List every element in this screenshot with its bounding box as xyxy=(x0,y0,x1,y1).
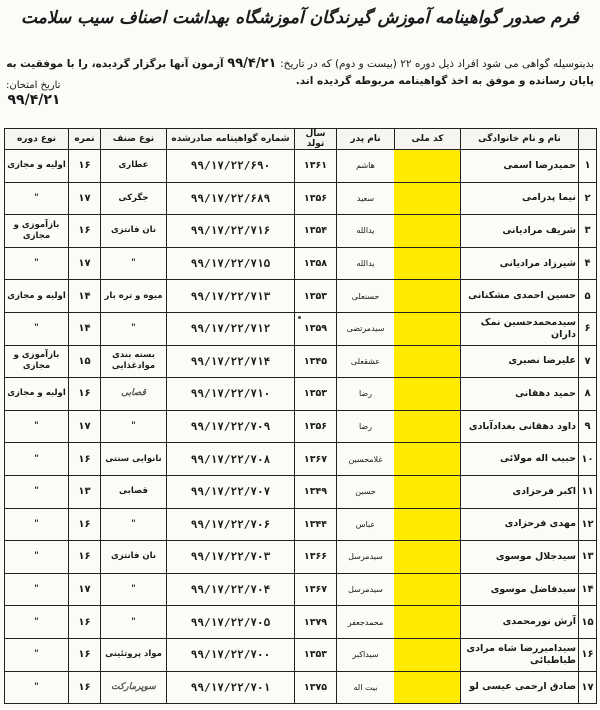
table-row xyxy=(5,638,597,671)
row-number-cell: ۷ xyxy=(579,345,597,378)
row-number-cell: ۱۰ xyxy=(579,443,597,476)
trade-type-cell: قصابی xyxy=(101,475,167,508)
full-name-cell: سیدامیررضا شاه مرادی طباطبائی xyxy=(461,638,579,671)
trade-type-cell: میوه و تره بار xyxy=(101,280,167,313)
certificate-table xyxy=(4,128,597,704)
course-type-cell: " xyxy=(5,541,69,574)
row-number-cell: ۱۱ xyxy=(579,475,597,508)
table-row xyxy=(5,280,597,313)
national-code-cell xyxy=(395,638,461,671)
certificate-number-cell: ۹۹/۱۷/۲۲/۷۱۳ xyxy=(167,280,295,313)
handwritten-trade: سوپرمارکت xyxy=(111,681,156,692)
grade-cell: ۱۶ xyxy=(69,378,101,411)
certificate-number-cell: ۹۹/۱۷/۲۲/۷۰۰ xyxy=(167,638,295,671)
table-row xyxy=(5,150,597,183)
grade-cell: ۱۴ xyxy=(69,280,101,313)
table-row xyxy=(5,410,597,443)
birth-year-cell: ۱۳۴۴ xyxy=(295,508,337,541)
grade-cell: ۱۶ xyxy=(69,215,101,248)
table-row xyxy=(5,573,597,606)
national-code-cell xyxy=(395,247,461,280)
course-type-cell: اولیه و مجازی xyxy=(5,280,69,313)
col-birth-year: سال تولد xyxy=(295,129,337,150)
row-number-cell: ۲ xyxy=(579,182,597,215)
father-name-cell: سیدمرسل xyxy=(337,541,395,574)
row-number-cell: ۵ xyxy=(579,280,597,313)
handwritten-trade: قصابی xyxy=(121,388,146,399)
ink-dot xyxy=(298,316,301,319)
col-row-number xyxy=(579,129,597,150)
row-number-cell: ۱۲ xyxy=(579,508,597,541)
row-number-cell: ۶ xyxy=(579,312,597,345)
full-name-cell: حمید دهقانی xyxy=(461,378,579,411)
certificate-number-cell: ۹۹/۱۷/۲۲/۶۸۹ xyxy=(167,182,295,215)
full-name-cell: اکبر فرحزادی xyxy=(461,475,579,508)
row-number-cell: ۱۶ xyxy=(579,638,597,671)
row-number-cell: ۳ xyxy=(579,215,597,248)
national-code-cell xyxy=(395,312,461,345)
course-type-cell: اولیه و مجازی xyxy=(5,378,69,411)
intro-text xyxy=(4,55,594,90)
national-code-cell xyxy=(395,508,461,541)
trade-type-cell: بسته بندی موادغذایی xyxy=(101,345,167,378)
certificate-number-cell: ۹۹/۱۷/۲۲/۷۱۲ xyxy=(167,312,295,345)
trade-type-cell: " xyxy=(101,573,167,606)
father-name-cell: سیداکبر xyxy=(337,638,395,671)
full-name-cell: سیدمحمدحسین نمک داران xyxy=(461,312,579,345)
col-national-code: کد ملی xyxy=(395,129,461,150)
full-name-cell: حسین احمدی مشکنانی xyxy=(461,280,579,313)
national-code-cell xyxy=(395,671,461,704)
birth-year-cell: ۱۳۷۵ xyxy=(295,671,337,704)
father-name-cell: یدالله xyxy=(337,215,395,248)
national-code-cell xyxy=(395,345,461,378)
father-name-cell: سیدمرسل xyxy=(337,573,395,606)
trade-type-cell: " xyxy=(101,410,167,443)
father-name-cell: حسنعلی xyxy=(337,280,395,313)
full-name-cell: سیدفاضل موسوی xyxy=(461,573,579,606)
national-code-cell xyxy=(395,215,461,248)
grade-cell: ۱۶ xyxy=(69,606,101,639)
national-code-cell xyxy=(395,150,461,183)
birth-year-cell: ۱۳۶۱ xyxy=(295,150,337,183)
certificate-number-cell: ۹۹/۱۷/۲۲/۷۱۴ xyxy=(167,345,295,378)
father-name-cell: رضا xyxy=(337,410,395,443)
form-title: فرم صدور گواهینامه آموزش گیرندگان آموزشگاه بهداشت اصناف سیب سلامت xyxy=(21,8,579,28)
full-name-cell: سیدجلال موسوی xyxy=(461,541,579,574)
birth-year-cell: ۱۳۵۴ xyxy=(295,215,337,248)
certificate-number-cell: ۹۹/۱۷/۲۲/۷۰۷ xyxy=(167,475,295,508)
birth-year-cell: ۱۳۴۹ xyxy=(295,475,337,508)
course-type-cell: " xyxy=(5,606,69,639)
grade-cell: ۱۶ xyxy=(69,443,101,476)
birth-year-cell: ۱۳۶۷ xyxy=(295,443,337,476)
table-row xyxy=(5,541,597,574)
table-row xyxy=(5,378,597,411)
father-name-cell: بیت اله xyxy=(337,671,395,704)
father-name-cell: سعید xyxy=(337,182,395,215)
father-name-cell: حسین xyxy=(337,475,395,508)
national-code-cell xyxy=(395,475,461,508)
table-row xyxy=(5,606,597,639)
course-type-cell: " xyxy=(5,573,69,606)
certificate-number-cell: ۹۹/۱۷/۲۲/۷۱۰ xyxy=(167,378,295,411)
trade-type-cell xyxy=(101,671,167,704)
grade-cell: ۱۷ xyxy=(69,410,101,443)
course-type-cell: " xyxy=(5,508,69,541)
trade-type-cell: نانوایی سنتی xyxy=(101,443,167,476)
certificate-number-cell: ۹۹/۱۷/۲۲/۷۰۴ xyxy=(167,573,295,606)
table-row xyxy=(5,671,597,704)
course-type-cell: " xyxy=(5,671,69,704)
grade-cell: ۱۳ xyxy=(69,475,101,508)
grade-cell: ۱۶ xyxy=(69,150,101,183)
course-type-cell: " xyxy=(5,312,69,345)
full-name-cell: علیرضا نصیری xyxy=(461,345,579,378)
father-name-cell: هاشم xyxy=(337,150,395,183)
birth-year-cell: ۱۳۵۳ xyxy=(295,378,337,411)
full-name-cell: حبیب اله مولائی xyxy=(461,443,579,476)
col-trade-type: نوع صنف xyxy=(101,129,167,150)
national-code-cell xyxy=(395,410,461,443)
exam-date-value: ۹۹/۴/۲۱ xyxy=(7,92,61,108)
birth-year-cell: ۱۳۵۶ xyxy=(295,182,337,215)
full-name-cell: صادق ارحمی عیسی لو xyxy=(461,671,579,704)
grade-cell: ۱۶ xyxy=(69,638,101,671)
trade-type-cell xyxy=(101,378,167,411)
full-name-cell: آرش نورمحمدی xyxy=(461,606,579,639)
table-row xyxy=(5,247,597,280)
full-name-cell: شریف مرادیانی xyxy=(461,215,579,248)
table-row xyxy=(5,508,597,541)
course-type-cell: بازآموزی و مجازی xyxy=(5,345,69,378)
exam-date-label: تاریخ امتحان: xyxy=(6,80,61,91)
national-code-cell xyxy=(395,573,461,606)
trade-type-cell: نان فانتزی xyxy=(101,215,167,248)
trade-type-cell: مواد پروتئینی xyxy=(101,638,167,671)
row-number-cell: ۴ xyxy=(579,247,597,280)
national-code-cell xyxy=(395,541,461,574)
trade-type-cell: " xyxy=(101,508,167,541)
birth-year-cell: ۱۳۴۵ xyxy=(295,345,337,378)
table-row xyxy=(5,215,597,248)
certificate-number-cell: ۹۹/۱۷/۲۲/۷۰۹ xyxy=(167,410,295,443)
trade-type-cell: نان فانتزی xyxy=(101,541,167,574)
father-name-cell: سیدمرتضی xyxy=(337,312,395,345)
table-row xyxy=(5,182,597,215)
full-name-cell: مهدی فرحزادی xyxy=(461,508,579,541)
birth-year-cell: ۱۳۶۶ xyxy=(295,541,337,574)
intro-date: ۹۹/۴/۲۱ xyxy=(227,56,277,71)
course-type-cell: " xyxy=(5,638,69,671)
col-certificate-number: شماره گواهینامه صادرشده xyxy=(167,129,295,150)
birth-year-cell: ۱۳۵۳ xyxy=(295,638,337,671)
row-number-cell: ۹ xyxy=(579,410,597,443)
certificate-number-cell: ۹۹/۱۷/۲۲/۷۱۶ xyxy=(167,215,295,248)
trade-type-cell: عطاری xyxy=(101,150,167,183)
course-type-cell: " xyxy=(5,475,69,508)
course-type-cell: اولیه و مجازی xyxy=(5,150,69,183)
trade-type-cell: " xyxy=(101,606,167,639)
birth-year-cell: ۱۳۵۹ xyxy=(295,312,337,345)
father-name-cell: غلامحسین xyxy=(337,443,395,476)
father-name-cell: عشقعلی xyxy=(337,345,395,378)
exam-date xyxy=(6,80,60,108)
row-number-cell: ۱ xyxy=(579,150,597,183)
father-name-cell: رضا xyxy=(337,378,395,411)
national-code-cell xyxy=(395,606,461,639)
certificate-number-cell: ۹۹/۱۷/۲۲/۶۹۰ xyxy=(167,150,295,183)
national-code-cell xyxy=(395,280,461,313)
father-name-cell: عباس xyxy=(337,508,395,541)
birth-year-cell: ۱۳۵۸ xyxy=(295,247,337,280)
row-number-cell: ۱۷ xyxy=(579,671,597,704)
table-row xyxy=(5,475,597,508)
national-code-cell xyxy=(395,182,461,215)
national-code-cell xyxy=(395,378,461,411)
father-name-cell: یدالله xyxy=(337,247,395,280)
birth-year-cell: ۱۳۵۶ xyxy=(295,410,337,443)
course-type-cell: " xyxy=(5,247,69,280)
national-code-cell xyxy=(395,443,461,476)
birth-year-cell: ۱۳۷۹ xyxy=(295,606,337,639)
certificate-number-cell: ۹۹/۱۷/۲۲/۷۰۵ xyxy=(167,606,295,639)
certificate-number-cell: ۹۹/۱۷/۲۲/۷۰۳ xyxy=(167,541,295,574)
trade-type-cell: " xyxy=(101,247,167,280)
col-full-name: نام و نام خانوادگی xyxy=(461,129,579,150)
certificate-number-cell: ۹۹/۱۷/۲۲/۷۰۶ xyxy=(167,508,295,541)
course-type-cell: بازآموزی و مجازی xyxy=(5,215,69,248)
full-name-cell: نیما پدرامی xyxy=(461,182,579,215)
grade-cell: ۱۷ xyxy=(69,247,101,280)
full-name-cell: شیرزاد مرادیانی xyxy=(461,247,579,280)
row-number-cell: ۱۵ xyxy=(579,606,597,639)
table-row xyxy=(5,345,597,378)
row-number-cell: ۸ xyxy=(579,378,597,411)
grade-cell: ۱۵ xyxy=(69,345,101,378)
course-type-cell: " xyxy=(5,182,69,215)
col-grade: نمره xyxy=(69,129,101,150)
grade-cell: ۱۶ xyxy=(69,508,101,541)
birth-year-cell: ۱۳۵۳ xyxy=(295,280,337,313)
row-number-cell: ۱۳ xyxy=(579,541,597,574)
table-row xyxy=(5,443,597,476)
full-name-cell: حمیدرضا اسمی xyxy=(461,150,579,183)
col-father-name: نام پدر xyxy=(337,129,395,150)
grade-cell: ۱۴ xyxy=(69,312,101,345)
intro-suffix: آزمون آنها برگزار گردیده، را با موفقیت به پایان رسانده و موفق به اخذ گواهینامه مربوطه گردیده اند. xyxy=(6,58,594,87)
full-name-cell: داود دهقانی بغدادآبادی xyxy=(461,410,579,443)
certificate-number-cell: ۹۹/۱۷/۲۲/۷۰۸ xyxy=(167,443,295,476)
birth-year-cell: ۱۳۶۷ xyxy=(295,573,337,606)
intro-prefix: بدینوسیله گواهی می شود افراد ذیل دوره ۲۲ (بیست و دوم) که در تاریخ: xyxy=(280,58,594,70)
row-number-cell: ۱۴ xyxy=(579,573,597,606)
grade-cell: ۱۶ xyxy=(69,541,101,574)
col-course-type: نوع دوره xyxy=(5,129,69,150)
grade-cell: ۱۶ xyxy=(69,671,101,704)
father-name-cell: محمدجعفر xyxy=(337,606,395,639)
grade-cell: ۱۷ xyxy=(69,573,101,606)
table-header-row xyxy=(5,129,597,150)
course-type-cell: " xyxy=(5,443,69,476)
course-type-cell: " xyxy=(5,410,69,443)
trade-type-cell: " xyxy=(101,312,167,345)
certificate-number-cell: ۹۹/۱۷/۲۲/۷۱۵ xyxy=(167,247,295,280)
trade-type-cell: جگرکی xyxy=(101,182,167,215)
grade-cell: ۱۷ xyxy=(69,182,101,215)
certificate-number-cell: ۹۹/۱۷/۲۲/۷۰۱ xyxy=(167,671,295,704)
